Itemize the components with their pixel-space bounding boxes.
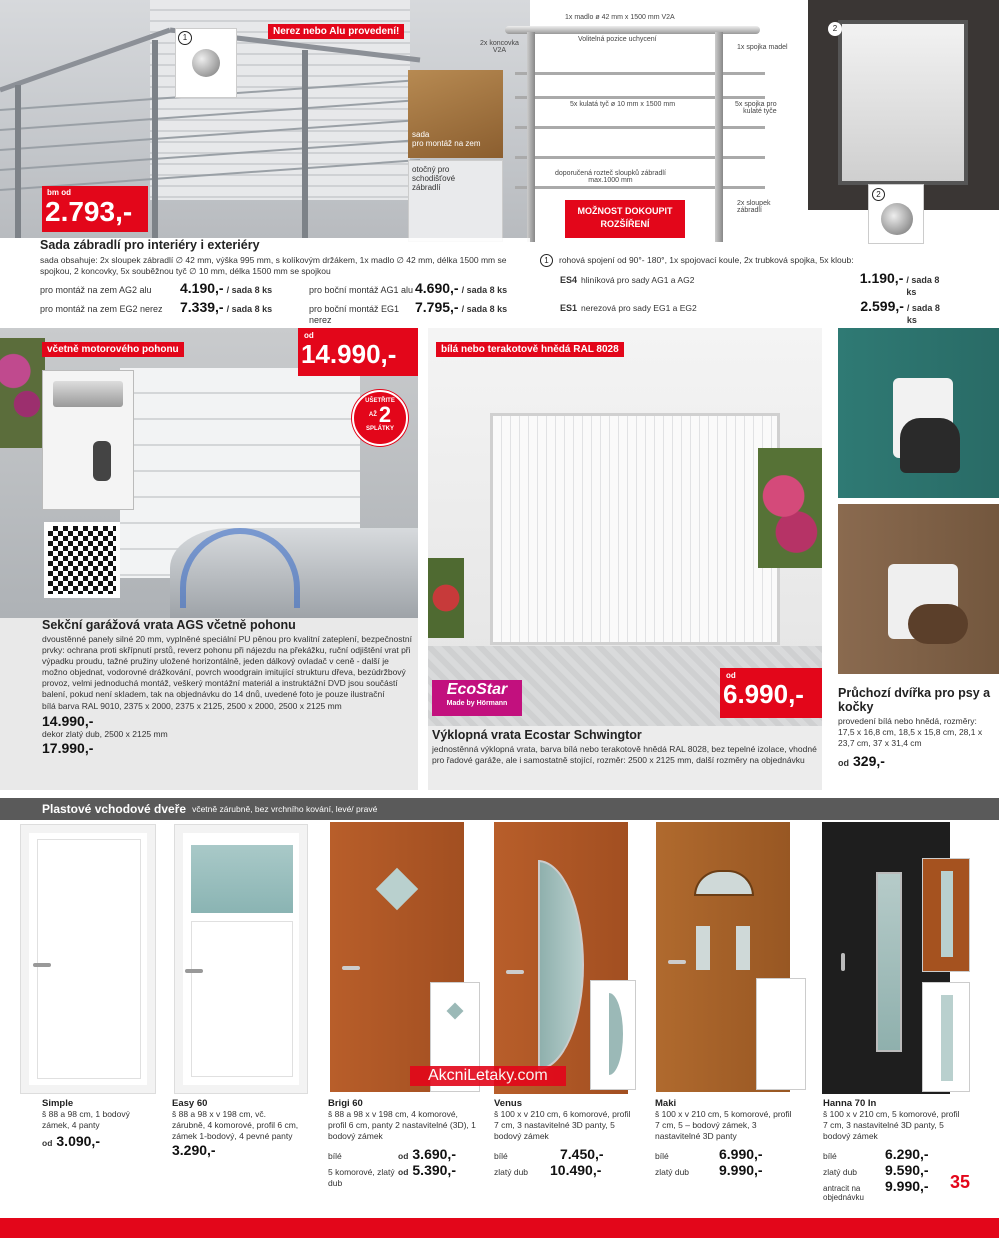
ecostar-logo [432,680,522,716]
handle [668,960,686,964]
handle [185,969,203,973]
door-price-row: antracit na objednávku 9.990,- [823,1178,929,1202]
page-number: 35 [950,1172,971,1192]
joint-icon [192,49,220,77]
garage-ags-price-tag [298,328,418,376]
ecostar-tag: bílá nebo terakotově hnědá RAL 8028 [436,342,624,357]
ecostar-door [490,413,780,645]
railing-info [40,238,530,327]
railing-desc: sada obsahuje: 2x sloupek zábradlí ∅ 42 mm, výška 995 mm, s kolíkovým držákem, 1x madlo ∅ 42 mm, délka 1500 mm se spojkou, 2 koncovky, 5x souběžnou tyč ∅ 10 mm, délka 1500 mm se spojkou [40,255,507,276]
door-desc: š 100 x v 210 cm, 5 komorové, profil 7 cm, 3 nastavitelné 3D panty, 5 bodový zámek [823,1109,960,1141]
garage-ags-variant-2: dekor zlatý dub, 2500 x 2125 mm [42,728,168,739]
price-from: bm od [47,188,71,197]
door-price: 3.290,- [172,1142,216,1158]
ecostar-price: 6.990,- [723,679,804,709]
petdoor-info [838,686,996,770]
garage-ags-price: 14.990,- [301,339,397,369]
railing-section [0,0,999,325]
door-price: 7.450,- [560,1146,604,1162]
door-white-variant [590,980,636,1090]
save-text: UŠETŘITE [365,398,395,404]
railing-diagram [475,8,805,248]
handle [342,966,360,970]
acc-row: ES1 nerezová pro sady EG1 a EG2 2.599,- / sada 8 ks [560,298,940,325]
door-price-row: bílé 7.450,- [494,1146,604,1162]
doors-header [0,798,999,820]
remote-icon [93,441,111,481]
handle [33,963,51,967]
handle [841,953,845,971]
diagram-label-posts: 2x sloupek zábradlí [737,200,771,214]
garage-ags-price-2: 17.990,- [42,740,94,756]
railing-tag: Nerez nebo Alu provedení! [268,24,404,39]
installment-badge [352,390,408,446]
door-price-row: 5 komorové, zlatý dub od 5.390,- [328,1162,456,1188]
diagram-label-barjoint: 5x spojka pro kulaté tyče [735,101,777,115]
door-price-row: bílé 6.990,- [655,1146,763,1162]
window-pane [838,20,968,185]
door-card-simple [42,1098,152,1149]
inset-ground-label: sada pro montáž na zem [412,130,481,148]
petdoor-photo-1 [838,328,999,498]
railing-price-tag [42,186,148,232]
remote-inset [42,370,134,510]
badge-2-top: 2 [828,22,842,36]
door-price: 5.390,- [412,1162,456,1178]
door-price: 9.990,- [885,1178,929,1194]
doors-header-sub: včetně zárubně, bez vrchního kování, levé/ pravé [192,804,378,814]
door-glass [736,926,750,970]
diagram-post-left [527,32,535,242]
door-price-row: zlatý dub 9.590,- [823,1162,929,1178]
door-price: 6.990,- [719,1146,763,1162]
door-price-row: zlatý dub 10.490,- [494,1162,602,1178]
window-photo [808,0,999,210]
qr-code[interactable] [44,522,120,598]
bottom-bar [0,1218,999,1238]
door-name: Maki [655,1098,677,1109]
diagram-label-rail: 1x madlo ø 42 mm x 1500 mm V2A [565,14,675,21]
door-name: Easy 60 [172,1098,208,1109]
flowers-left [428,558,464,638]
railing-option: pro montáž na zem AG2 alu 4.190,- / sada 8 ks [40,280,273,296]
petdoor-title: Průchozí dvířka pro psy a kočky [838,686,991,714]
petdoor-price: 329,- [853,753,885,769]
petdoor-price-row: od 329,- [838,753,885,769]
door-card-maki [655,1098,795,1178]
railing-option: pro montáž na zem EG2 nerez 7.339,- / sada 8 ks [40,298,273,315]
door-desc: š 88 a 98 cm, 1 bodový zámek, 4 panty [42,1109,130,1130]
door-venus-image [494,822,628,1094]
door-glass [696,926,710,970]
garage-ags-info [42,618,414,756]
watermark: AkcniLetaky.com [410,1066,566,1086]
handle [506,970,524,974]
flowers-right [758,448,822,568]
door-desc: š 100 x v 210 cm, 6 komorové, profil 7 cm, 3 nastavitelné 3D panty, 5 bodový zámek [494,1109,631,1141]
door-simple-image [20,824,156,1094]
holder-inset [868,184,924,244]
cat-image [900,418,960,473]
door-card-easy60 [172,1098,300,1158]
door-price: 3.090,- [56,1133,100,1149]
diagram-label-end: 2x koncovka V2A [480,40,519,54]
door-hanna-image [822,822,950,1094]
door-name: Hanna 70 In [823,1098,877,1109]
price-from: od [726,671,736,680]
ecostar-photo [428,328,822,726]
diagram-post-right [715,32,723,242]
diagram-label-spacing: doporučená rozteč sloupků zábradlí max.1000 mm [555,170,666,184]
petdoor-desc: provedení bílá nebo hnědá, rozměry: 17,5 x 16,8 cm, 18,5 x 15,8 cm, 28,1 x 23,7 cm, 37 x 31,4 cm [838,716,983,748]
diagram-bar-1 [515,72,765,75]
garage-ags-desc: dvoustěnné panely silné 20 mm, vyplněné speciální PU pěnou pro kvalitní zateplení, bezpečnostní prvky: ochrana proti skřípnutí prstů, reverz pohonu při nájezdu na překážku, ruční odjištění vrat při výpadku proudu, tažné pružiny uložené horizontálně, jeden dálkový ovladač v ceně - další je možno objednat, vodorovné drážkování, povrch woodgrain imitující strukturu dřeva, bezúdržbový provoz, velmi jednoduchá montáž, veškerý montážní materiál a instruktážní DVD jsou součástí balení, pokud není skladem, tak na objednávku do 14 dnů, uvedené foto je pouze ilustrační [42,634,412,699]
door-name: Simple [42,1098,74,1109]
door-price-row: od 3.090,- [42,1133,100,1149]
door-card-venus [494,1098,634,1178]
diagram-bar-4 [515,156,765,159]
acc-row: 1 rohová spojení od 90°- 180°, 1x spojovací koule, 2x trubková spojka, 5x kloub: [540,254,950,267]
door-price: 6.290,- [885,1146,929,1162]
door-card-brigi [328,1098,478,1189]
price-from: od [304,331,314,340]
diagram-label-position: Volitelná pozice uchycení [578,36,657,43]
flowers [0,338,45,448]
garage-ags-section [0,328,418,790]
garage-ags-variant-1: bílá barva RAL 9010, 2375 x 2000, 2375 x 2125, 2500 x 2000, 2500 x 2125 mm [42,701,342,711]
door-price-row: bílé od 3.690,- [328,1146,456,1162]
railing-title: Sada zábradlí pro interiéry i exteriéry [40,238,260,252]
door-glass [876,872,902,1052]
garage-ags-tag: včetně motorového pohonu [42,342,184,357]
door-maki-image [656,822,790,1092]
door-price: 9.990,- [719,1162,763,1178]
door-name: Venus [494,1098,522,1109]
door-price-row: bílé 6.290,- [823,1146,929,1162]
dog-image [908,604,968,644]
door-glass [538,860,584,1070]
badge-1 [175,28,237,98]
garage-ags-price-1: 14.990,- [42,712,94,729]
diagram-bar-2 [515,96,765,99]
door-white-variant [922,982,970,1092]
diagram-label-joint: 1x spojka madel [737,44,788,51]
ecostar-price-tag [720,668,822,718]
door-name: Brigi 60 [328,1098,363,1109]
door-oak-variant [922,858,970,972]
diagram-extend-badge: MOŽNOST DOKOUPIT ROZŠÍŘENÍ [565,200,685,238]
doors-header-title: Plastové vchodové dveře [42,802,187,816]
save-pre: AŽ [368,412,377,418]
logo-text: EcoStar [446,681,508,698]
door-desc: š 100 x v 210 cm, 5 komorové, profil 7 cm, 5 – bodový zámek, 3 nastavitelné 3D panty [655,1109,792,1141]
save-post: SPLÁTKY [365,426,394,432]
motor-icon [53,381,123,407]
door-price: 9.590,- [885,1162,929,1178]
door-price: 3.690,- [412,1146,456,1162]
diagram-bar-3 [515,126,765,129]
diagram-bar-5 [515,186,765,189]
ecostar-title: Výklopná vrata Ecostar Schwingtor [432,728,642,742]
railing-options [40,280,530,327]
holder-icon [881,203,913,235]
railing-price: 2.793,- [45,196,133,227]
door-glass [191,845,293,913]
acc-row: ES4 hliníková pro sady AG1 a AG2 1.190,- / sada 8 ks [560,270,940,297]
railing-option: pro boční montáž AG1 alu 4.690,- / sada 8 ks [309,280,508,296]
door-price: 10.490,- [550,1162,602,1178]
diagram-label-bars: 5x kulatá tyč ø 10 mm x 1500 mm [570,101,676,108]
door-brigi-image [330,822,464,1092]
railing-option: pro boční montáž EG1 nerez 7.795,- / sada 8 ks [309,298,508,325]
door-card-hanna [823,1098,963,1202]
ecostar-info [432,728,820,766]
door-easy60-image [174,824,308,1094]
badge-number: 1 [178,31,192,45]
ecostar-desc: jednostěnná výklopná vrata, barva bílá nebo terakotově hnědá RAL 8028, bez tepelné izolace, vhodné pro řadové garáže, ale i samostatně stojící, rozměr: 2500 x 2125 mm, další rozměry na objednávku [432,744,817,765]
door-fanlight [694,870,754,896]
ecostar-section [428,328,822,790]
save-num: 2 [378,402,392,427]
holder-badge: 2 [872,188,885,201]
door-desc: š 88 a 98 x v 198 cm, 4 komorové, profil 6 cm, panty 2 nastavitelné (3D), 1 bodový zámek [328,1109,476,1141]
door-white-variant [756,978,806,1090]
door-price-row [172,1142,300,1158]
logo-sub: Made by Hörmann [446,700,508,707]
petdoor-photo-2 [838,504,999,674]
petdoor-section [838,328,999,790]
inset-stairs-label: otočný pro schodišťové zábradlí [412,165,456,192]
garage-ags-title: Sekční garážová vrata AGS včetně pohonu [42,618,296,632]
door-price-row: zlatý dub 9.990,- [655,1162,763,1178]
door-desc: š 88 a 98 x v 198 cm, vč. zárubně, 4 komorové, profil 6 cm, zámek 1-bodový, 4 pevné panty [172,1109,299,1141]
door-glass [376,868,418,910]
